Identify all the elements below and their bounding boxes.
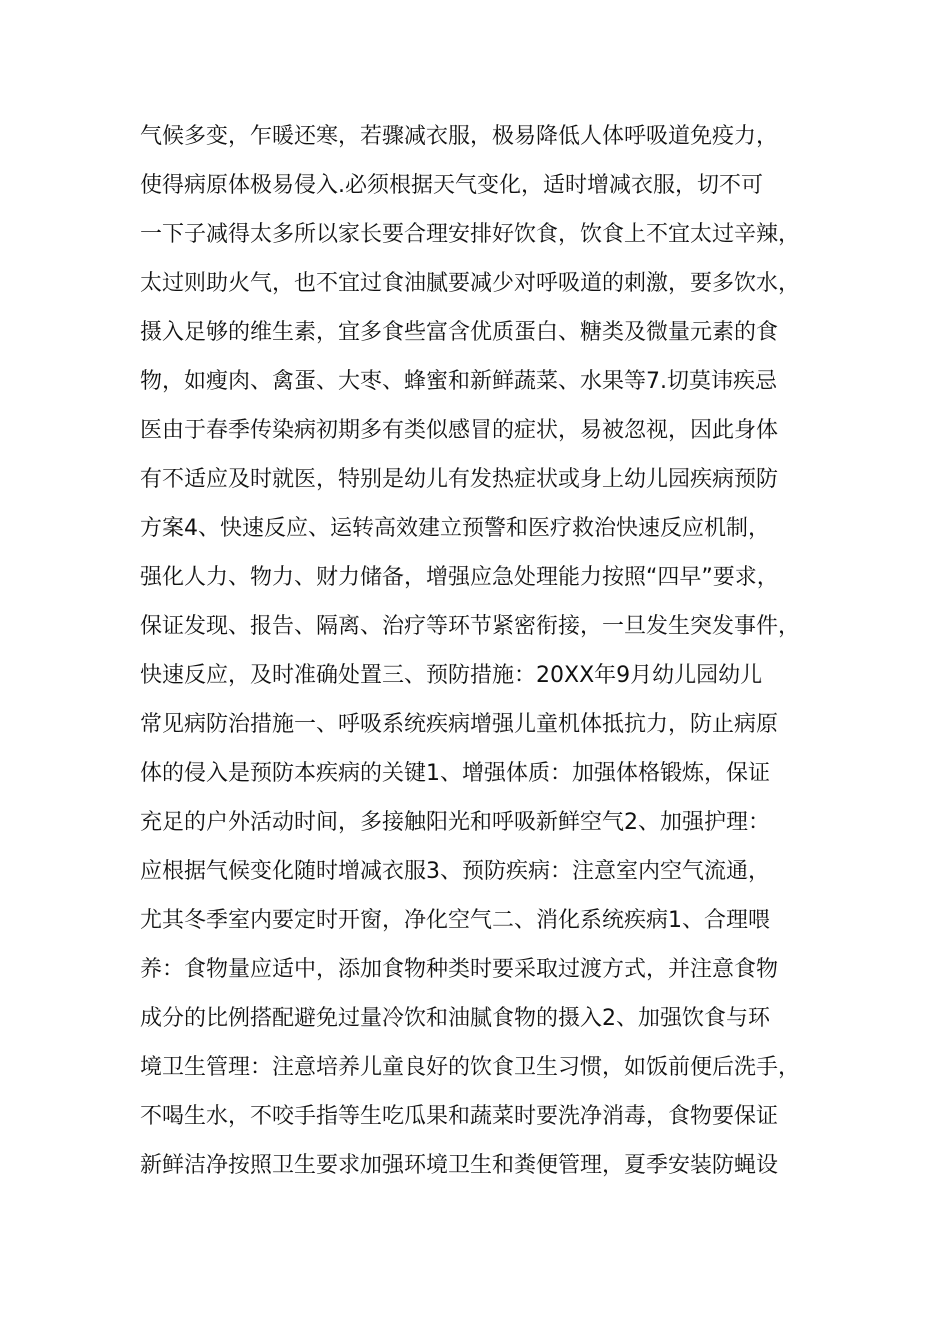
- text-line: 气候多变，乍暖还寒，若骤减衣服，极易降低人体呼吸道免疫力，: [140, 124, 779, 149]
- text-line: 成分的比例搭配避免过量冷饮和油腻食物的摄入2、加强饮食与环: [140, 1006, 770, 1031]
- text-line: 常见病防治措施一、呼吸系统疾病增强儿童机体抵抗力，防止病原: [140, 712, 779, 737]
- text-line: 使得病原体极易侵入.必须根据天气变化，适时增减衣服，切不可: [140, 173, 763, 198]
- text-line: 强化人力、物力、财力储备，增强应急处理能力按照“四早”要求，: [140, 565, 779, 590]
- text-line: 太过则助火气，也不宜过食油腻要减少对呼吸道的刺激，要多饮水，: [140, 271, 801, 296]
- text-line: 尤其冬季室内要定时开窗，净化空气二、消化系统疾病1、合理喂: [140, 908, 770, 933]
- text-line: 境卫生管理：注意培养儿童良好的饮食卫生习惯，如饭前便后洗手，: [140, 1055, 801, 1080]
- text-line: 体的侵入是预防本疾病的关键1、增强体质：加强体格锻炼，保证: [140, 761, 770, 786]
- text-line: 方案4、快速反应、运转高效建立预警和医疗救治快速反应机制，: [140, 516, 770, 541]
- text-line: 充足的户外活动时间，多接触阳光和呼吸新鲜空气2、加强护理：: [140, 810, 770, 835]
- body-text: [140, 112, 840, 1190]
- text-line: 摄入足够的维生素，宜多食些富含优质蛋白、糖类及微量元素的食: [140, 320, 779, 345]
- text-line: 物，如瘦肉、禽蛋、大枣、蜂蜜和新鲜蔬菜、水果等7.切莫讳疾忌: [140, 369, 777, 394]
- text-line: 应根据气候变化随时增减衣服3、预防疾病：注意室内空气流通，: [140, 859, 770, 884]
- text-line: 养：食物量应适中，添加食物种类时要采取过渡方式，并注意食物: [140, 957, 779, 982]
- text-line: 有不适应及时就医，特别是幼儿有发热症状或身上幼儿园疾病预防: [140, 467, 779, 492]
- text-line: 快速反应，及时准确处置三、预防措施：20XX年9月幼儿园幼儿: [140, 663, 763, 688]
- text-line: 医由于春季传染病初期多有类似感冒的症状，易被忽视，因此身体: [140, 418, 779, 443]
- text-line: 保证发现、报告、隔离、治疗等环节紧密衔接，一旦发生突发事件，: [140, 614, 801, 639]
- text-line: 一下子减得太多所以家长要合理安排好饮食，饮食上不宜太过辛辣，: [140, 222, 801, 247]
- text-line: 不喝生水，不咬手指等生吃瓜果和蔬菜时要洗净消毒，食物要保证: [140, 1104, 779, 1129]
- text-line: 新鲜洁净按照卫生要求加强环境卫生和粪便管理，夏季安装防蝇设: [140, 1153, 779, 1178]
